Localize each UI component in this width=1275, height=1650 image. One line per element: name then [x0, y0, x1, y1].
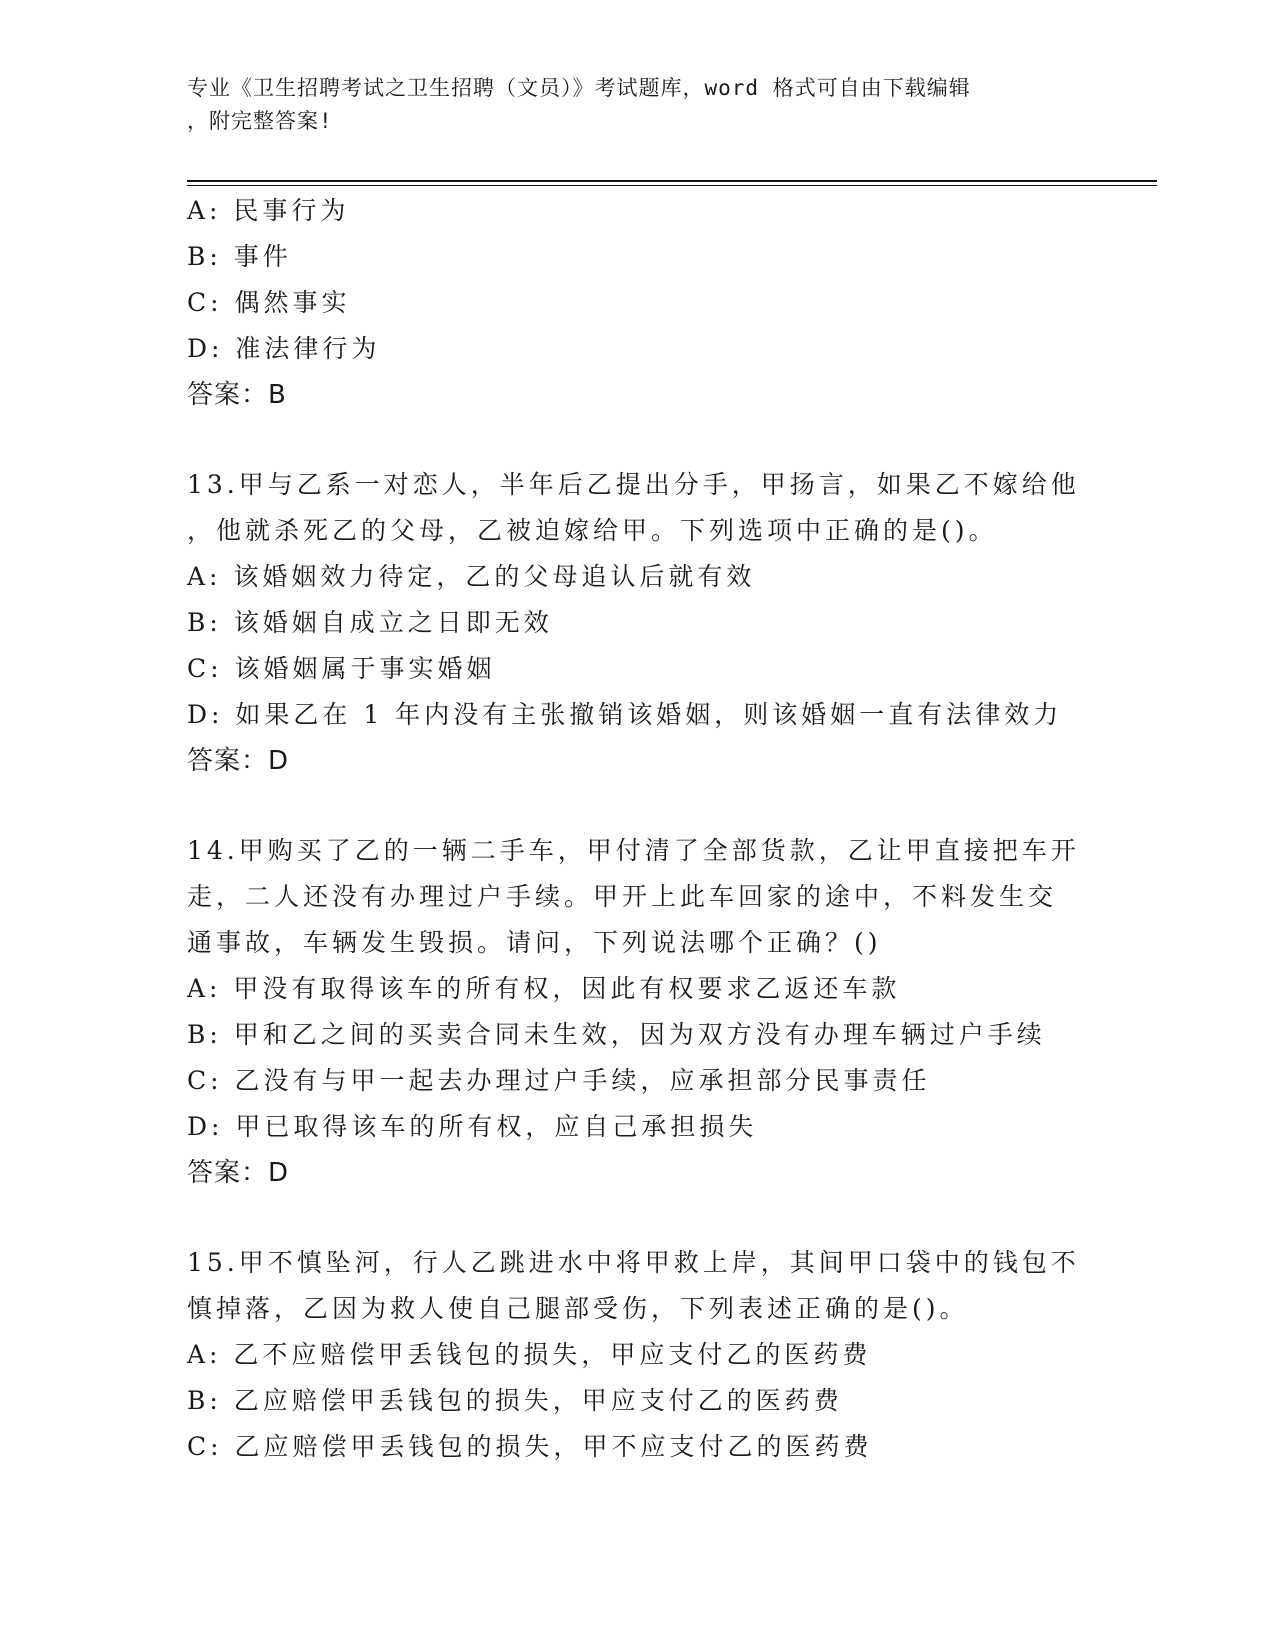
question-stem-line: 13.甲与乙系一对恋人，半年后乙提出分手，甲扬言，如果乙不嫁给他 [187, 470, 1080, 499]
answer-label: 答案：D [187, 1158, 290, 1188]
option-d: D: 甲已取得该车的所有权，应自己承担损失 [187, 1112, 758, 1141]
option-d: D: 准法律行为 [187, 334, 381, 363]
answer-label: 答案：D [187, 746, 290, 776]
question-stem-line: 慎掉落，乙因为救人使自己腿部受伤，下列表述正确的是()。 [187, 1294, 969, 1323]
header-rule-thin [187, 185, 1157, 186]
question-stem-line: 走，二人还没有办理过户手续。甲开上此车回家的途中，不料发生交 [187, 882, 1058, 911]
option-a: A: 甲没有取得该车的所有权，因此有权要求乙返还车款 [187, 974, 901, 1003]
question-stem-line: 通事故，车辆发生毁损。请问，下列说法哪个正确？() [187, 928, 882, 957]
option-a: A: 乙不应赔偿甲丢钱包的损失，甲应支付乙的医药费 [187, 1340, 872, 1369]
option-b: B: 乙应赔偿甲丢钱包的损失，甲应支付乙的医药费 [187, 1386, 843, 1415]
question-stem-line: ，他就杀死乙的父母，乙被迫嫁给甲。下列选项中正确的是()。 [187, 516, 998, 545]
answer-label: 答案：B [187, 380, 287, 410]
option-c: C: 乙应赔偿甲丢钱包的损失，甲不应支付乙的医药费 [187, 1432, 873, 1461]
document-header [187, 72, 1087, 138]
question-list [187, 188, 1087, 1470]
question-13-block [187, 462, 1087, 784]
header-line-2: ，附完整答案! [187, 109, 333, 133]
header-rule-thick [187, 180, 1157, 182]
question-12-block [187, 188, 1087, 418]
option-b: B: 甲和乙之间的买卖合同未生效，因为双方没有办理车辆过户手续 [187, 1020, 1046, 1049]
question-15-block [187, 1240, 1087, 1470]
option-b: B: 事件 [187, 242, 292, 271]
option-c: C: 该婚姻属于事实婚姻 [187, 654, 496, 683]
option-a: A: 民事行为 [187, 196, 350, 225]
option-c: C: 偶然事实 [187, 288, 351, 317]
header-line-1: 专业《卫生招聘考试之卫生招聘（文员）》考试题库，word 格式可自由下载编辑 [187, 76, 971, 100]
question-stem-line: 14.甲购买了乙的一辆二手车，甲付清了全部货款，乙让甲直接把车开 [187, 836, 1080, 865]
option-c: C: 乙没有与甲一起去办理过户手续，应承担部分民事责任 [187, 1066, 931, 1095]
option-b: B: 该婚姻自成立之日即无效 [187, 608, 553, 637]
question-stem-line: 15.甲不慎坠河，行人乙跳进水中将甲救上岸，其间甲口袋中的钱包不 [187, 1248, 1080, 1277]
option-a: A: 该婚姻效力待定，乙的父母追认后就有效 [187, 562, 756, 591]
option-d: D: 如果乙在 1 年内没有主张撤销该婚姻，则该婚姻一直有法律效力 [187, 700, 1063, 729]
question-14-block [187, 828, 1087, 1196]
